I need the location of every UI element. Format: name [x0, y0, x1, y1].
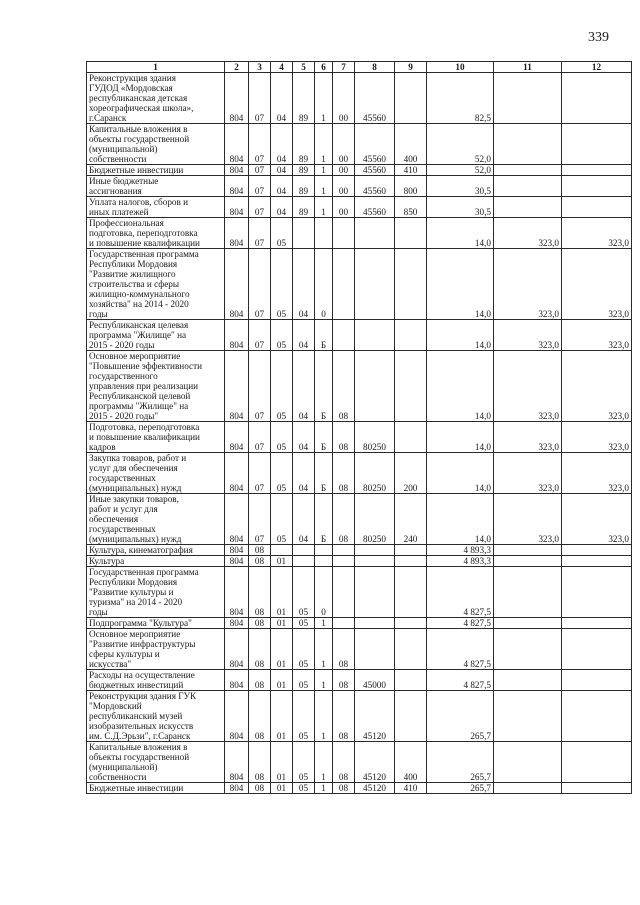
subprogram-cell: 1: [315, 73, 333, 124]
direction-cell: [355, 218, 395, 249]
subsection-cell: 04: [271, 73, 293, 124]
subprogram-cell: Б: [315, 351, 333, 422]
section-cell: 07: [249, 422, 271, 453]
section-cell: 07: [249, 494, 271, 545]
amount-2019-cell: [494, 783, 562, 794]
grbs-code-cell: 804: [225, 453, 249, 494]
amount-2018-cell: 265,7: [427, 783, 494, 794]
expense-type-cell: 400: [395, 124, 427, 165]
subprogram-cell: [315, 556, 333, 567]
amount-2020-cell: [562, 165, 632, 176]
event-cell: 08: [333, 453, 355, 494]
section-cell: 08: [249, 567, 271, 618]
table-row: [87, 545, 632, 556]
grbs-code-cell: 804: [225, 320, 249, 351]
section-cell: 07: [249, 176, 271, 197]
program-cell: 89: [293, 176, 315, 197]
column-header: 1: [87, 62, 225, 73]
direction-cell: 45120: [355, 691, 395, 742]
expense-type-cell: 800: [395, 176, 427, 197]
grbs-code-cell: 804: [225, 670, 249, 691]
row-name-cell: Государственная программа Республики Мордовия "Развитие жилищного строительства и сферы жилищно-коммунального хозяйства" на 2014 - 2020 годы: [87, 249, 225, 320]
subprogram-cell: 1: [315, 670, 333, 691]
section-cell: 08: [249, 556, 271, 567]
subprogram-cell: Б: [315, 494, 333, 545]
subsection-cell: 05: [271, 320, 293, 351]
event-cell: 00: [333, 165, 355, 176]
grbs-code-cell: 804: [225, 124, 249, 165]
direction-cell: 45560: [355, 124, 395, 165]
expense-type-cell: [395, 670, 427, 691]
section-cell: 08: [249, 545, 271, 556]
event-cell: [333, 556, 355, 567]
expense-type-cell: [395, 73, 427, 124]
subsection-cell: 05: [271, 218, 293, 249]
grbs-code-cell: 804: [225, 783, 249, 794]
program-cell: [293, 218, 315, 249]
table-row: [87, 783, 632, 794]
expense-type-cell: 400: [395, 742, 427, 783]
expense-type-cell: [395, 351, 427, 422]
expense-type-cell: [395, 567, 427, 618]
subsection-cell: 05: [271, 494, 293, 545]
table-row: [87, 124, 632, 165]
subprogram-cell: 1: [315, 124, 333, 165]
amount-2018-cell: 265,7: [427, 691, 494, 742]
direction-cell: [355, 629, 395, 670]
program-cell: 04: [293, 453, 315, 494]
table-row: [87, 453, 632, 494]
amount-2018-cell: 82,5: [427, 73, 494, 124]
subprogram-cell: 1: [315, 629, 333, 670]
table-row: [87, 218, 632, 249]
direction-cell: [355, 320, 395, 351]
column-header: 9: [395, 62, 427, 73]
amount-2020-cell: [562, 742, 632, 783]
table-row: [87, 197, 632, 218]
grbs-code-cell: 804: [225, 351, 249, 422]
subsection-cell: 04: [271, 176, 293, 197]
amount-2020-cell: 323,0: [562, 218, 632, 249]
subsection-cell: 01: [271, 742, 293, 783]
subprogram-cell: 1: [315, 691, 333, 742]
program-cell: [293, 545, 315, 556]
row-name-cell: Республиканская целевая программа "Жилище" на 2015 - 2020 годы: [87, 320, 225, 351]
subprogram-cell: 1: [315, 783, 333, 794]
column-header: 10: [427, 62, 494, 73]
amount-2018-cell: 14,0: [427, 218, 494, 249]
row-name-cell: Бюджетные инвестиции: [87, 783, 225, 794]
table-row: [87, 691, 632, 742]
direction-cell: 80250: [355, 453, 395, 494]
table-row: [87, 567, 632, 618]
row-name-cell: Закупка товаров, работ и услуг для обеспечения государственных (муниципальных) нужд: [87, 453, 225, 494]
row-name-cell: Культура: [87, 556, 225, 567]
subprogram-cell: [315, 218, 333, 249]
row-name-cell: Реконструкция здания ГУК "Мордовский республиканский музей изобразительных искусств им. С.Д.Эрьзи", г.Саранск: [87, 691, 225, 742]
amount-2019-cell: [494, 197, 562, 218]
row-name-cell: Иные закупки товаров, работ и услуг для обеспечения государственных (муниципальных) нужд: [87, 494, 225, 545]
subsection-cell: 05: [271, 249, 293, 320]
table-row: [87, 494, 632, 545]
event-cell: 08: [333, 494, 355, 545]
section-cell: 07: [249, 197, 271, 218]
row-name-cell: Профессиональная подготовка, переподготовка и повышение квалификации: [87, 218, 225, 249]
table-row: [87, 73, 632, 124]
event-cell: 00: [333, 176, 355, 197]
amount-2019-cell: [494, 73, 562, 124]
amount-2020-cell: 323,0: [562, 494, 632, 545]
amount-2020-cell: [562, 691, 632, 742]
direction-cell: 45000: [355, 670, 395, 691]
amount-2019-cell: [494, 124, 562, 165]
table-row: [87, 629, 632, 670]
grbs-code-cell: 804: [225, 629, 249, 670]
program-cell: 04: [293, 351, 315, 422]
subprogram-cell: 0: [315, 249, 333, 320]
subsection-cell: 01: [271, 670, 293, 691]
row-name-cell: Основное мероприятие "Развитие инфраструктуры сферы культуры и искусства": [87, 629, 225, 670]
row-name-cell: Капитальные вложения в объекты государственной (муниципальной) собственности: [87, 742, 225, 783]
direction-cell: 45120: [355, 742, 395, 783]
amount-2019-cell: [494, 691, 562, 742]
amount-2020-cell: [562, 176, 632, 197]
row-name-cell: Подпрограмма "Культура": [87, 618, 225, 629]
section-cell: 08: [249, 670, 271, 691]
amount-2020-cell: 323,0: [562, 422, 632, 453]
row-name-cell: Бюджетные инвестиции: [87, 165, 225, 176]
amount-2019-cell: [494, 165, 562, 176]
section-cell: 08: [249, 783, 271, 794]
subsection-cell: 01: [271, 618, 293, 629]
event-cell: 00: [333, 124, 355, 165]
amount-2019-cell: 323,0: [494, 218, 562, 249]
grbs-code-cell: 804: [225, 494, 249, 545]
expense-type-cell: 850: [395, 197, 427, 218]
amount-2019-cell: 323,0: [494, 453, 562, 494]
direction-cell: [355, 618, 395, 629]
amount-2018-cell: 52,0: [427, 165, 494, 176]
amount-2018-cell: 4 893,3: [427, 556, 494, 567]
event-cell: 00: [333, 73, 355, 124]
direction-cell: 45560: [355, 165, 395, 176]
program-cell: 05: [293, 691, 315, 742]
amount-2020-cell: 323,0: [562, 351, 632, 422]
program-cell: 04: [293, 494, 315, 545]
grbs-code-cell: 804: [225, 556, 249, 567]
subsection-cell: 01: [271, 691, 293, 742]
event-cell: 08: [333, 742, 355, 783]
table-row: [87, 556, 632, 567]
direction-cell: [355, 351, 395, 422]
amount-2018-cell: 265,7: [427, 742, 494, 783]
program-cell: 04: [293, 422, 315, 453]
subprogram-cell: 1: [315, 165, 333, 176]
event-cell: 08: [333, 629, 355, 670]
page-number: 339: [588, 30, 609, 45]
budget-table: [86, 61, 632, 794]
section-cell: 08: [249, 742, 271, 783]
section-cell: 07: [249, 453, 271, 494]
direction-cell: [355, 545, 395, 556]
expense-type-cell: 410: [395, 165, 427, 176]
amount-2020-cell: [562, 73, 632, 124]
amount-2018-cell: 14,0: [427, 494, 494, 545]
amount-2018-cell: 14,0: [427, 249, 494, 320]
amount-2020-cell: [562, 197, 632, 218]
grbs-code-cell: 804: [225, 545, 249, 556]
program-cell: 89: [293, 165, 315, 176]
expense-type-cell: 410: [395, 783, 427, 794]
subprogram-cell: Б: [315, 320, 333, 351]
amount-2019-cell: [494, 567, 562, 618]
direction-cell: 80250: [355, 494, 395, 545]
program-cell: 05: [293, 567, 315, 618]
event-cell: 08: [333, 783, 355, 794]
table-row: [87, 165, 632, 176]
direction-cell: 45560: [355, 73, 395, 124]
program-cell: 05: [293, 783, 315, 794]
amount-2019-cell: 323,0: [494, 351, 562, 422]
grbs-code-cell: 804: [225, 165, 249, 176]
direction-cell: [355, 556, 395, 567]
program-cell: 05: [293, 670, 315, 691]
amount-2020-cell: 323,0: [562, 249, 632, 320]
subprogram-cell: [315, 545, 333, 556]
grbs-code-cell: 804: [225, 218, 249, 249]
table-row: [87, 670, 632, 691]
program-cell: 89: [293, 73, 315, 124]
subsection-cell: 01: [271, 783, 293, 794]
program-cell: 04: [293, 320, 315, 351]
subsection-cell: 05: [271, 453, 293, 494]
row-name-cell: Иные бюджетные ассигнования: [87, 176, 225, 197]
event-cell: 00: [333, 197, 355, 218]
row-name-cell: Расходы на осуществление бюджетных инвестиций: [87, 670, 225, 691]
subsection-cell: 01: [271, 629, 293, 670]
direction-cell: 80250: [355, 422, 395, 453]
amount-2018-cell: 4 827,5: [427, 629, 494, 670]
event-cell: [333, 545, 355, 556]
section-cell: 07: [249, 218, 271, 249]
column-header: 4: [271, 62, 293, 73]
row-name-cell: Культура, кинематография: [87, 545, 225, 556]
direction-cell: 45560: [355, 197, 395, 218]
amount-2018-cell: 14,0: [427, 453, 494, 494]
amount-2019-cell: [494, 742, 562, 783]
amount-2019-cell: 323,0: [494, 422, 562, 453]
subsection-cell: 01: [271, 567, 293, 618]
amount-2020-cell: [562, 629, 632, 670]
amount-2020-cell: [562, 567, 632, 618]
row-name-cell: Основное мероприятие "Повышение эффективности государственного управления при реализации Республиканской целевой программы "Жилище" на 2015 - 2020 годы": [87, 351, 225, 422]
subsection-cell: 05: [271, 422, 293, 453]
row-name-cell: Реконструкция здания ГУДОД «Мордовская республиканская детская хореографическая школа», г.Саранск: [87, 73, 225, 124]
expense-type-cell: [395, 691, 427, 742]
amount-2018-cell: 4 827,5: [427, 567, 494, 618]
subprogram-cell: 1: [315, 618, 333, 629]
table-body: [87, 73, 632, 794]
program-cell: 04: [293, 249, 315, 320]
amount-2018-cell: 14,0: [427, 422, 494, 453]
expense-type-cell: [395, 218, 427, 249]
amount-2020-cell: [562, 556, 632, 567]
section-cell: 07: [249, 320, 271, 351]
table-row: [87, 422, 632, 453]
direction-cell: [355, 249, 395, 320]
amount-2018-cell: 30,5: [427, 197, 494, 218]
event-cell: [333, 249, 355, 320]
amount-2018-cell: 14,0: [427, 351, 494, 422]
column-header: 5: [293, 62, 315, 73]
amount-2020-cell: [562, 124, 632, 165]
subprogram-cell: 1: [315, 742, 333, 783]
amount-2019-cell: [494, 670, 562, 691]
expense-type-cell: [395, 320, 427, 351]
table-row: [87, 176, 632, 197]
subprogram-cell: 1: [315, 197, 333, 218]
expense-type-cell: [395, 629, 427, 670]
column-header: 12: [562, 62, 632, 73]
expense-type-cell: 240: [395, 494, 427, 545]
section-cell: 07: [249, 165, 271, 176]
event-cell: 08: [333, 351, 355, 422]
row-name-cell: Подготовка, переподготовка и повышение квалификации кадров: [87, 422, 225, 453]
direction-cell: 45120: [355, 783, 395, 794]
program-cell: [293, 556, 315, 567]
event-cell: [333, 320, 355, 351]
amount-2019-cell: 323,0: [494, 494, 562, 545]
table-row: [87, 320, 632, 351]
amount-2018-cell: 52,0: [427, 124, 494, 165]
program-cell: 05: [293, 629, 315, 670]
amount-2018-cell: 4 827,5: [427, 618, 494, 629]
amount-2019-cell: [494, 176, 562, 197]
amount-2018-cell: 30,5: [427, 176, 494, 197]
grbs-code-cell: 804: [225, 691, 249, 742]
amount-2018-cell: 14,0: [427, 320, 494, 351]
row-name-cell: Капитальные вложения в объекты государственной (муниципальной) собственности: [87, 124, 225, 165]
subsection-cell: 04: [271, 124, 293, 165]
program-cell: 89: [293, 197, 315, 218]
expense-type-cell: [395, 618, 427, 629]
direction-cell: [355, 567, 395, 618]
expense-type-cell: [395, 556, 427, 567]
column-header: 3: [249, 62, 271, 73]
subsection-cell: [271, 545, 293, 556]
table-row: [87, 249, 632, 320]
amount-2020-cell: 323,0: [562, 453, 632, 494]
amount-2019-cell: [494, 618, 562, 629]
table-row: [87, 351, 632, 422]
expense-type-cell: [395, 545, 427, 556]
table-row: [87, 618, 632, 629]
section-cell: 07: [249, 124, 271, 165]
section-cell: 07: [249, 351, 271, 422]
section-cell: 08: [249, 618, 271, 629]
expense-type-cell: 200: [395, 453, 427, 494]
grbs-code-cell: 804: [225, 73, 249, 124]
event-cell: [333, 218, 355, 249]
amount-2019-cell: [494, 545, 562, 556]
column-header: 11: [494, 62, 562, 73]
subprogram-cell: 0: [315, 567, 333, 618]
header-row: [87, 62, 632, 73]
section-cell: 08: [249, 691, 271, 742]
section-cell: 07: [249, 73, 271, 124]
grbs-code-cell: 804: [225, 618, 249, 629]
event-cell: 08: [333, 670, 355, 691]
event-cell: 08: [333, 691, 355, 742]
subsection-cell: 04: [271, 165, 293, 176]
program-cell: 05: [293, 618, 315, 629]
row-name-cell: Уплата налогов, сборов и иных платежей: [87, 197, 225, 218]
amount-2020-cell: [562, 783, 632, 794]
event-cell: 08: [333, 422, 355, 453]
grbs-code-cell: 804: [225, 742, 249, 783]
amount-2018-cell: 4 827,5: [427, 670, 494, 691]
expense-type-cell: [395, 249, 427, 320]
amount-2020-cell: [562, 618, 632, 629]
program-cell: 05: [293, 742, 315, 783]
amount-2019-cell: 323,0: [494, 249, 562, 320]
row-name-cell: Государственная программа Республики Мордовия "Развитие культуры и туризма" на 2014 - 2020 годы: [87, 567, 225, 618]
program-cell: 89: [293, 124, 315, 165]
column-header: 2: [225, 62, 249, 73]
grbs-code-cell: 804: [225, 197, 249, 218]
amount-2019-cell: [494, 629, 562, 670]
table-row: [87, 742, 632, 783]
event-cell: [333, 618, 355, 629]
amount-2020-cell: [562, 670, 632, 691]
amount-2020-cell: [562, 545, 632, 556]
column-header: 7: [333, 62, 355, 73]
subprogram-cell: Б: [315, 422, 333, 453]
grbs-code-cell: 804: [225, 422, 249, 453]
subprogram-cell: Б: [315, 453, 333, 494]
section-cell: 08: [249, 629, 271, 670]
grbs-code-cell: 804: [225, 249, 249, 320]
expense-type-cell: [395, 422, 427, 453]
amount-2020-cell: 323,0: [562, 320, 632, 351]
amount-2018-cell: 4 893,3: [427, 545, 494, 556]
amount-2019-cell: 323,0: [494, 320, 562, 351]
subprogram-cell: 1: [315, 176, 333, 197]
subsection-cell: 01: [271, 556, 293, 567]
grbs-code-cell: 804: [225, 567, 249, 618]
section-cell: 07: [249, 249, 271, 320]
event-cell: [333, 567, 355, 618]
column-header: 8: [355, 62, 395, 73]
column-header: 6: [315, 62, 333, 73]
subsection-cell: 04: [271, 197, 293, 218]
amount-2019-cell: [494, 556, 562, 567]
direction-cell: 45560: [355, 176, 395, 197]
subsection-cell: 05: [271, 351, 293, 422]
grbs-code-cell: 804: [225, 176, 249, 197]
